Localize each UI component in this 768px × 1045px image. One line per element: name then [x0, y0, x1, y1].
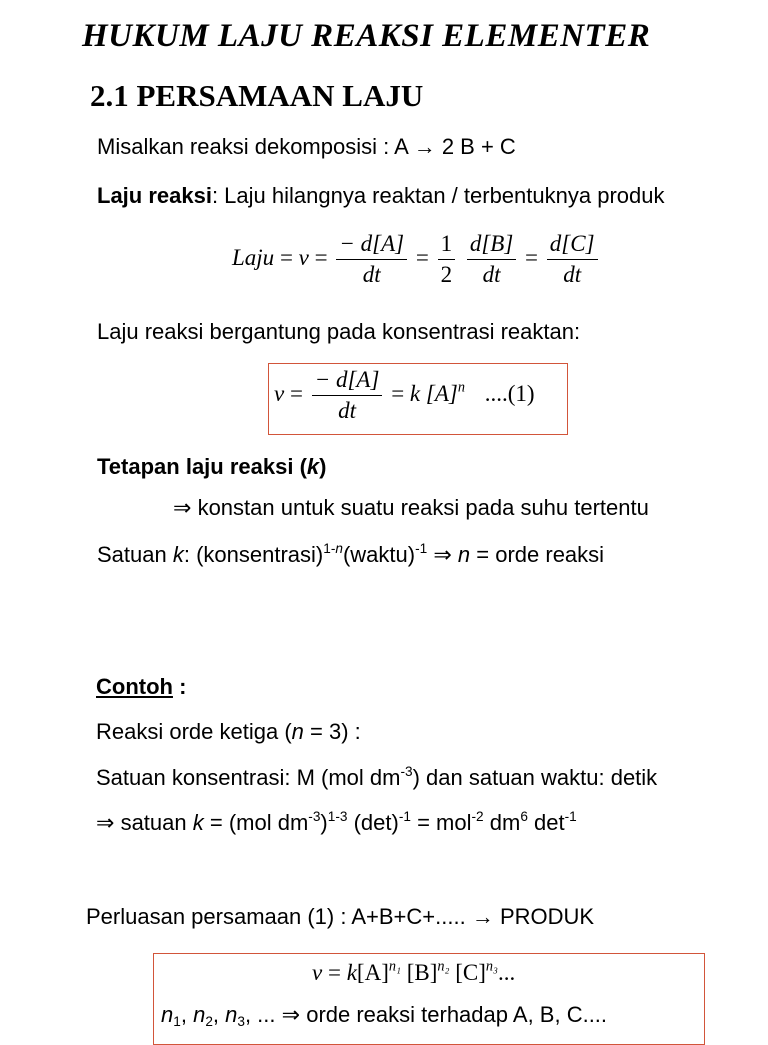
equals-sign: =	[391, 380, 405, 406]
example-text: satuan	[120, 810, 187, 835]
rate-definition-text: : Laju hilangnya reaktan / terbentuknya produk	[211, 183, 665, 208]
fraction-denominator: dt	[338, 398, 357, 423]
fraction-dB-dt	[467, 229, 516, 290]
section-heading: 2.1 PERSAMAAN LAJU	[90, 78, 424, 113]
implies-arrow: ⇒	[96, 810, 115, 835]
extension-product: PRODUK	[499, 904, 595, 929]
k-symbol: k	[172, 542, 184, 567]
exponent: 1-3	[327, 809, 348, 825]
fraction-denominator: dt	[362, 262, 381, 287]
rate-constant-desc-line	[173, 495, 649, 521]
fraction-denominator: 2	[440, 262, 453, 287]
rate-law-equation	[274, 365, 535, 426]
rate-definition-label: Laju reaksi	[97, 183, 212, 208]
extension-line	[86, 904, 594, 930]
orders-rest: , ...	[244, 1002, 276, 1027]
rate-constant-heading	[97, 454, 326, 480]
n-symbol: n	[193, 1002, 206, 1027]
extension-text: Perluasan persamaan (1) : A+B+C+.....	[86, 904, 466, 929]
equals-sign: =	[314, 244, 328, 270]
rate-eq-v: v	[298, 244, 309, 270]
exponent-n2: n₂	[437, 958, 450, 975]
rate-law-v: v	[274, 380, 285, 406]
equals-sign: =	[289, 380, 303, 406]
fraction-numerator: d[C]	[547, 229, 598, 260]
example-colon: :	[172, 674, 187, 699]
reaction-arrow: →	[413, 134, 436, 159]
subscript: 3	[237, 1014, 245, 1030]
units-suffix: = orde reaksi	[476, 542, 605, 567]
equation-tag: ....(1)	[484, 380, 535, 406]
subscript: 1	[173, 1014, 181, 1030]
rate-equation	[232, 229, 601, 290]
subscript: 2	[205, 1014, 213, 1030]
rate-eq-lhs: Laju	[232, 244, 275, 270]
example-text: (det)	[353, 810, 399, 835]
fraction-numerator: d[B]	[467, 229, 516, 260]
exponent: 6	[520, 809, 528, 825]
fraction-denominator: dt	[482, 262, 501, 287]
exponent: -1	[415, 541, 428, 557]
decomposition-text: Misalkan reaksi dekomposisi : A	[97, 134, 408, 159]
fraction-dA-dt	[336, 229, 407, 290]
implies-arrow: ⇒	[173, 495, 192, 520]
exponent: -1	[398, 809, 411, 825]
example-text: det	[534, 810, 565, 835]
depends-line: Laju reaksi bergantung pada konsentrasi reaktan:	[97, 319, 581, 344]
equals-sign: =	[525, 244, 539, 270]
page-title: HUKUM LAJU REAKSI ELEMENTER	[82, 18, 651, 54]
decomposition-line	[97, 134, 516, 160]
fraction-numerator: 1	[438, 229, 456, 260]
units-time: (waktu)	[342, 542, 416, 567]
fraction-dC-dt	[547, 229, 598, 290]
example-line-1	[96, 719, 361, 745]
decomposition-products: 2 B + C	[441, 134, 516, 159]
exponent: 1-	[323, 541, 336, 557]
exponent: -1	[564, 809, 577, 825]
n-symbol: n	[291, 719, 304, 744]
example-text: ) dan satuan waktu: detik	[412, 765, 658, 790]
example-text: Reaksi orde ketiga (	[96, 719, 292, 744]
exponent: -3	[308, 809, 321, 825]
orders-line: $n_1$, $n_2$, $n_3$, ... ⇒ orde reaksi terhadap A, B, C....	[161, 1002, 608, 1030]
fraction-numerator: − d[A]	[312, 365, 383, 396]
reaction-arrow: →	[471, 904, 494, 929]
rate-law-exponent: n	[457, 379, 465, 396]
rate-constant-label: Tetapan laju reaksi (	[97, 454, 307, 479]
example-text: )	[320, 810, 328, 835]
example-heading	[96, 674, 186, 700]
units-concentration: : (konsentrasi)	[183, 542, 324, 567]
exponent-n: n	[335, 541, 343, 557]
equals-sign: =	[415, 244, 429, 270]
general-v: v	[312, 960, 323, 985]
closing-paren: )	[319, 454, 327, 479]
exponent: -3	[400, 764, 413, 780]
example-line-2	[96, 765, 657, 791]
units-prefix: Satuan	[97, 542, 167, 567]
n-symbol: n	[161, 1002, 174, 1027]
general-rate-equation	[312, 960, 515, 986]
example-heading-label: Contoh	[96, 674, 173, 699]
example-text: Satuan konsentrasi: M (mol dm	[96, 765, 401, 790]
ellipsis: ...	[497, 960, 516, 985]
fraction-denominator: dt	[563, 262, 582, 287]
concentration-C: [C]	[455, 960, 486, 985]
exponent-n1: n₁	[388, 958, 401, 975]
rate-law-rhs: k [A]	[409, 380, 458, 406]
example-text: = 3) :	[310, 719, 361, 744]
fraction-one-half	[438, 229, 456, 290]
n-symbol: n	[225, 1002, 238, 1027]
exponent: -2	[471, 809, 484, 825]
exponent-n3: n₃	[485, 958, 498, 975]
example-text: = (mol dm	[209, 810, 309, 835]
implies-arrow: ⇒	[281, 1002, 301, 1027]
k-symbol: k	[346, 960, 357, 985]
example-text: = mol	[417, 810, 472, 835]
n-symbol: n	[457, 542, 471, 567]
example-line-3	[96, 810, 577, 836]
fraction-dA-dt	[312, 365, 383, 426]
fraction-numerator: − d[A]	[336, 229, 407, 260]
example-text: dm	[489, 810, 521, 835]
orders-text: orde reaksi terhadap A, B, C....	[306, 1002, 608, 1027]
concentration-A: [A]	[356, 960, 389, 985]
units-line	[97, 542, 604, 568]
concentration-B: [B]	[406, 960, 438, 985]
equals-sign: =	[279, 244, 293, 270]
k-symbol: k	[192, 810, 204, 835]
rate-constant-desc: konstan untuk suatu reaksi pada suhu tertentu	[197, 495, 649, 520]
implies-arrow: ⇒	[433, 542, 452, 567]
k-symbol: k	[306, 454, 320, 479]
rate-definition-line	[97, 183, 664, 209]
equals-sign: =	[327, 960, 341, 985]
